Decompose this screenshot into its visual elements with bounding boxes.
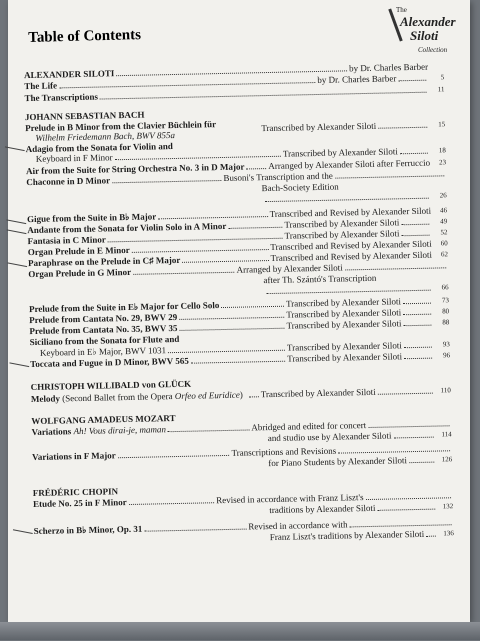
toc-row-scherzo: Scherzo in B♭ Minor, Op. 31 Revised in accordance with [34,517,454,536]
toc-row-organ-g: Organ Prelude in G Minor Arranged by Alexander Siloti [28,260,448,279]
toc-sub-prelude-b: Wilhelm Friedemann Bach, BWV 855a [35,129,176,143]
toc-row-var-f: Variations in F Major Transcriptions and Revisions [32,443,452,462]
toc-heading-gluck: CHRISTOPH WILLIBALD von GLÜCK [30,378,192,393]
toc-row-adagio-sub: Keyboard in F Minor Transcribed by Alexander Siloti 18 [35,146,446,164]
toc-row-siciliano-sub: Keyboard in E♭ Major, BWV 1031 Transcribed by Alexander Siloti 93 [39,340,450,358]
toc-row-var-f-cont: for Piano Students by Alexander Siloti 126 [268,455,453,469]
toc-row-air: Air from the Suite for String Orchestra No. 3 in D Major Arranged by Alexander Siloti after Ferruccio 23 [26,157,447,177]
toc-heading-chopin: FRÉDÉRIC CHOPIN [32,486,119,499]
toc-cont-chaconne: Bach-Society Edition [261,181,339,194]
toc-cont-organ-g: after Th. Szántó's Transcription [263,272,377,286]
logo-the: The [396,6,407,14]
toc-row-melody: Melody (Second Ballet from the Opera Orfeo ed Euridice ) Transcribed by Alexander Siloti 110 [30,386,451,405]
toc-row-prelude-29: Prelude from Cantata No. 29, BWV 29 Transcribed by Alexander Siloti 80 [29,307,450,326]
toc-row-organ-g-page: 66 [29,282,449,301]
pencil-mark-icon [13,521,34,534]
toc-row-life: The Life by Dr. Charles Barber 5 [24,73,445,92]
toc-row-etude: Etude No. 25 in F Minor Revised in accordance with Franz Liszt's [33,490,453,509]
toc-row-prelude-b: Prelude in B Minor from the Clavier Büchlein für [25,119,217,134]
toc-row-paraphrase: Paraphrase on the Prelude in C♯ Major Transcribed and Revised by Alexander Siloti 62 [27,249,449,269]
toc-row-andante: Andante from the Sonata for Violin Solo in A Minor Transcribed by Alexander Siloti 49 [27,217,448,236]
toc-row-prelude-eb: Prelude from the Suite in E♭ Major for Cello Solo Transcribed by Alexander Siloti 73 [28,296,449,315]
pencil-mark-icon [7,254,28,267]
toc-row-transcriptions: The Transcriptions 11 [24,85,445,104]
toc-row-adagio: Adagio from the Sonata for Violin and [25,141,173,155]
toc-row-scherzo-cont: Franz Liszt's traditions by Alexander Siloti 136 [269,528,454,543]
toc-row-prelude-b-credit: Transcribed by Alexander Siloti 15 [261,120,446,134]
toc-row-variations-cont: and studio use by Alexander Siloti 114 [267,430,452,444]
toc-row-prelude-35: Prelude from Cantata No. 35, BWV 35 Transcribed by Alexander Siloti 88 [29,318,450,337]
toc-row-siciliano: Siciliano from the Sonata for Flute and [29,333,180,348]
toc-row-organ-e: Organ Prelude in E Minor Transcribed and Revised by Alexander Siloti 60 [27,238,448,258]
toc-row-chaconne: Chaconne in D Minor Busoni's Transcription and the [26,168,446,187]
toc-heading-bach: JOHANN SEBASTIAN BACH [24,109,145,123]
pencil-mark-icon [5,139,26,152]
toc-row-fantasia: Fantasia in C Minor Transcribed by Alexander Siloti 52 [27,228,448,247]
toc-row-siloti-heading: ALEXANDER SILOTI by Dr. Charles Barber [24,61,429,81]
logo-collection: Collection [418,46,448,54]
logo-alexander: Alexander [400,14,456,29]
toc-heading-mozart: WOLFGANG AMADEUS MOZART [31,413,176,427]
toc-row-gigue: Gigue from the Suite in B♭ Major Transcribed and Revised by Alexander Siloti 46 [27,205,448,225]
pencil-mark-icon [9,354,30,367]
page-title: Table of Contents [28,27,142,46]
toc-row-chaconne-page: 26 [27,190,447,209]
toc-row-toccata: Toccata and Fugue in D Minor, BWV 565 Transcribed by Alexander Siloti 96 [30,351,451,370]
toc-row-variations: Variations Ah! Vous dirai-je, maman Abridged and edited for concert [31,418,451,437]
logo-siloti: Siloti [410,28,439,43]
toc-row-etude-cont: traditions by Alexander Siloti 132 [269,502,454,516]
